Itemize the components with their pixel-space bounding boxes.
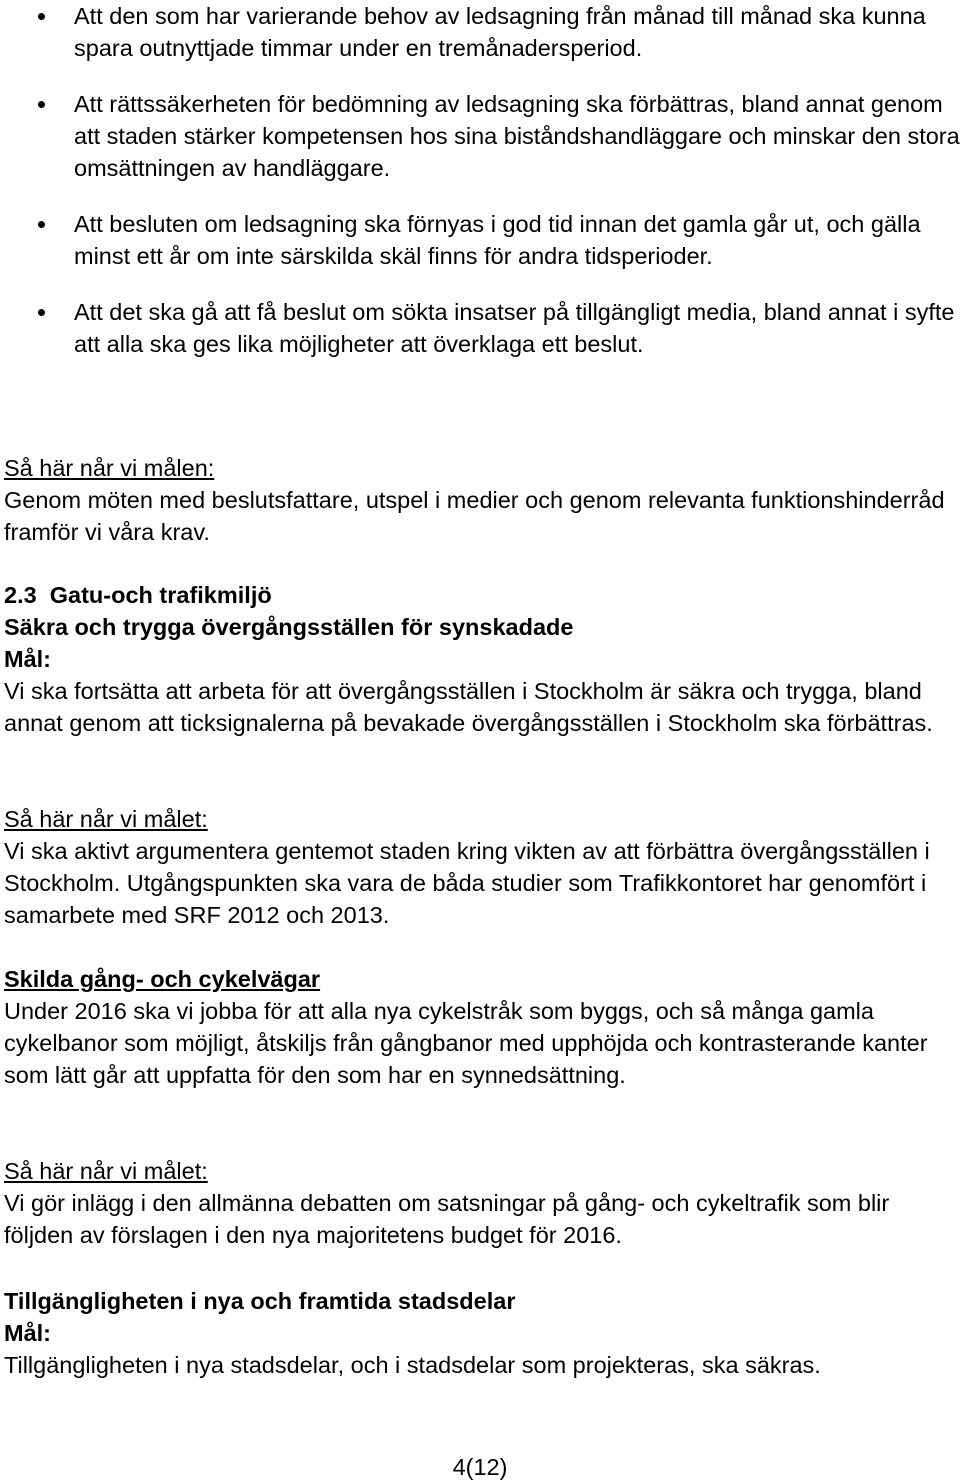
how-block-cycle-paths: [4, 1155, 956, 1251]
subsection-text: Under 2016 ska vi jobba för att alla nya cykelstråk som byggs, och så många gamla cykelbanor som möjligt, åtskiljs från gångbanor med upphöjda och kontrasterande kanter som lätt går att uppfatta för den som har en synnedsättning.: [4, 998, 928, 1088]
goal-text: Vi ska fortsätta att arbeta för att övergångsställen i Stockholm är säkra och trygga, bland annat genom att ticksignalerna på bevakade övergångsställen i Stockholm ska förbättras.: [4, 678, 933, 736]
subsection-title: Säkra och trygga övergångsställen för synskadade: [4, 614, 574, 640]
subsection-title: Tillgängligheten i nya och framtida stadsdelar: [4, 1288, 516, 1314]
bullet-text: Att det ska gå att få beslut om sökta insatser på tillgängligt media, bland annat i syfte att alla ska ges lika möjligheter att överklaga ett beslut.: [74, 299, 955, 357]
goal-block-1: [4, 452, 956, 548]
bullet-item: [0, 208, 960, 272]
bullet-icon: [38, 13, 45, 20]
section-title: Gatu-och trafikmiljö: [49, 582, 272, 608]
subsection-crossings: [4, 611, 956, 739]
goal-text: Tillgängligheten i nya stadsdelar, och i stadsdelar som projekteras, ska säkras.: [4, 1352, 821, 1378]
bullet-item: [0, 0, 960, 64]
how-text: Vi ska aktivt argumentera gentemot staden kring vikten av att förbättra övergångsställen i Stockholm. Utgångspunkten ska vara de båda studier som Trafikkontoret har genomfört i samarbete med SRF 2012 och 2013.: [4, 838, 930, 928]
goal-label: Mål:: [4, 646, 51, 672]
bullet-item: [0, 296, 960, 360]
how-text: Genom möten med beslutsfattare, utspel i medier och genom relevanta funktionshinderråd framför vi våra krav.: [4, 487, 945, 545]
bullet-text: Att besluten om ledsagning ska förnyas i god tid innan det gamla går ut, och gälla minst ett år om inte särskilda skäl finns för andra tidsperioder.: [74, 211, 921, 269]
how-heading: Så här når vi målet:: [4, 1158, 208, 1184]
bullet-icon: [38, 101, 45, 108]
subsection-cycle-paths: [4, 963, 956, 1091]
page-number: 4(12): [452, 1454, 508, 1480]
bullet-list: [0, 0, 960, 360]
bullet-icon: [38, 221, 45, 228]
how-heading: Så här når vi målet:: [4, 806, 208, 832]
section-heading: [4, 579, 956, 611]
subsection-accessibility: [4, 1285, 956, 1381]
section-number: 2.3: [4, 582, 37, 608]
subsection-title: Skilda gång- och cykelvägar: [4, 966, 321, 992]
how-text: Vi gör inlägg i den allmänna debatten om satsningar på gång- och cykeltrafik som blir följden av förslagen i den nya majoritetens budget för 2016.: [4, 1190, 890, 1248]
how-block-crossings: [4, 803, 956, 931]
bullet-text: Att rättssäkerheten för bedömning av ledsagning ska förbättras, bland annat genom att staden stärker kompetensen hos sina biståndshandläggare och minskar den stora omsättningen av handläggare.: [74, 91, 960, 181]
bullet-item: [0, 88, 960, 184]
goal-label: Mål:: [4, 1320, 51, 1346]
bullet-icon: [38, 309, 45, 316]
bullet-text: Att den som har varierande behov av ledsagning från månad till månad ska kunna spara outnyttjade timmar under en tremånadersperiod.: [74, 3, 926, 61]
how-heading: Så här når vi målen:: [4, 455, 215, 481]
